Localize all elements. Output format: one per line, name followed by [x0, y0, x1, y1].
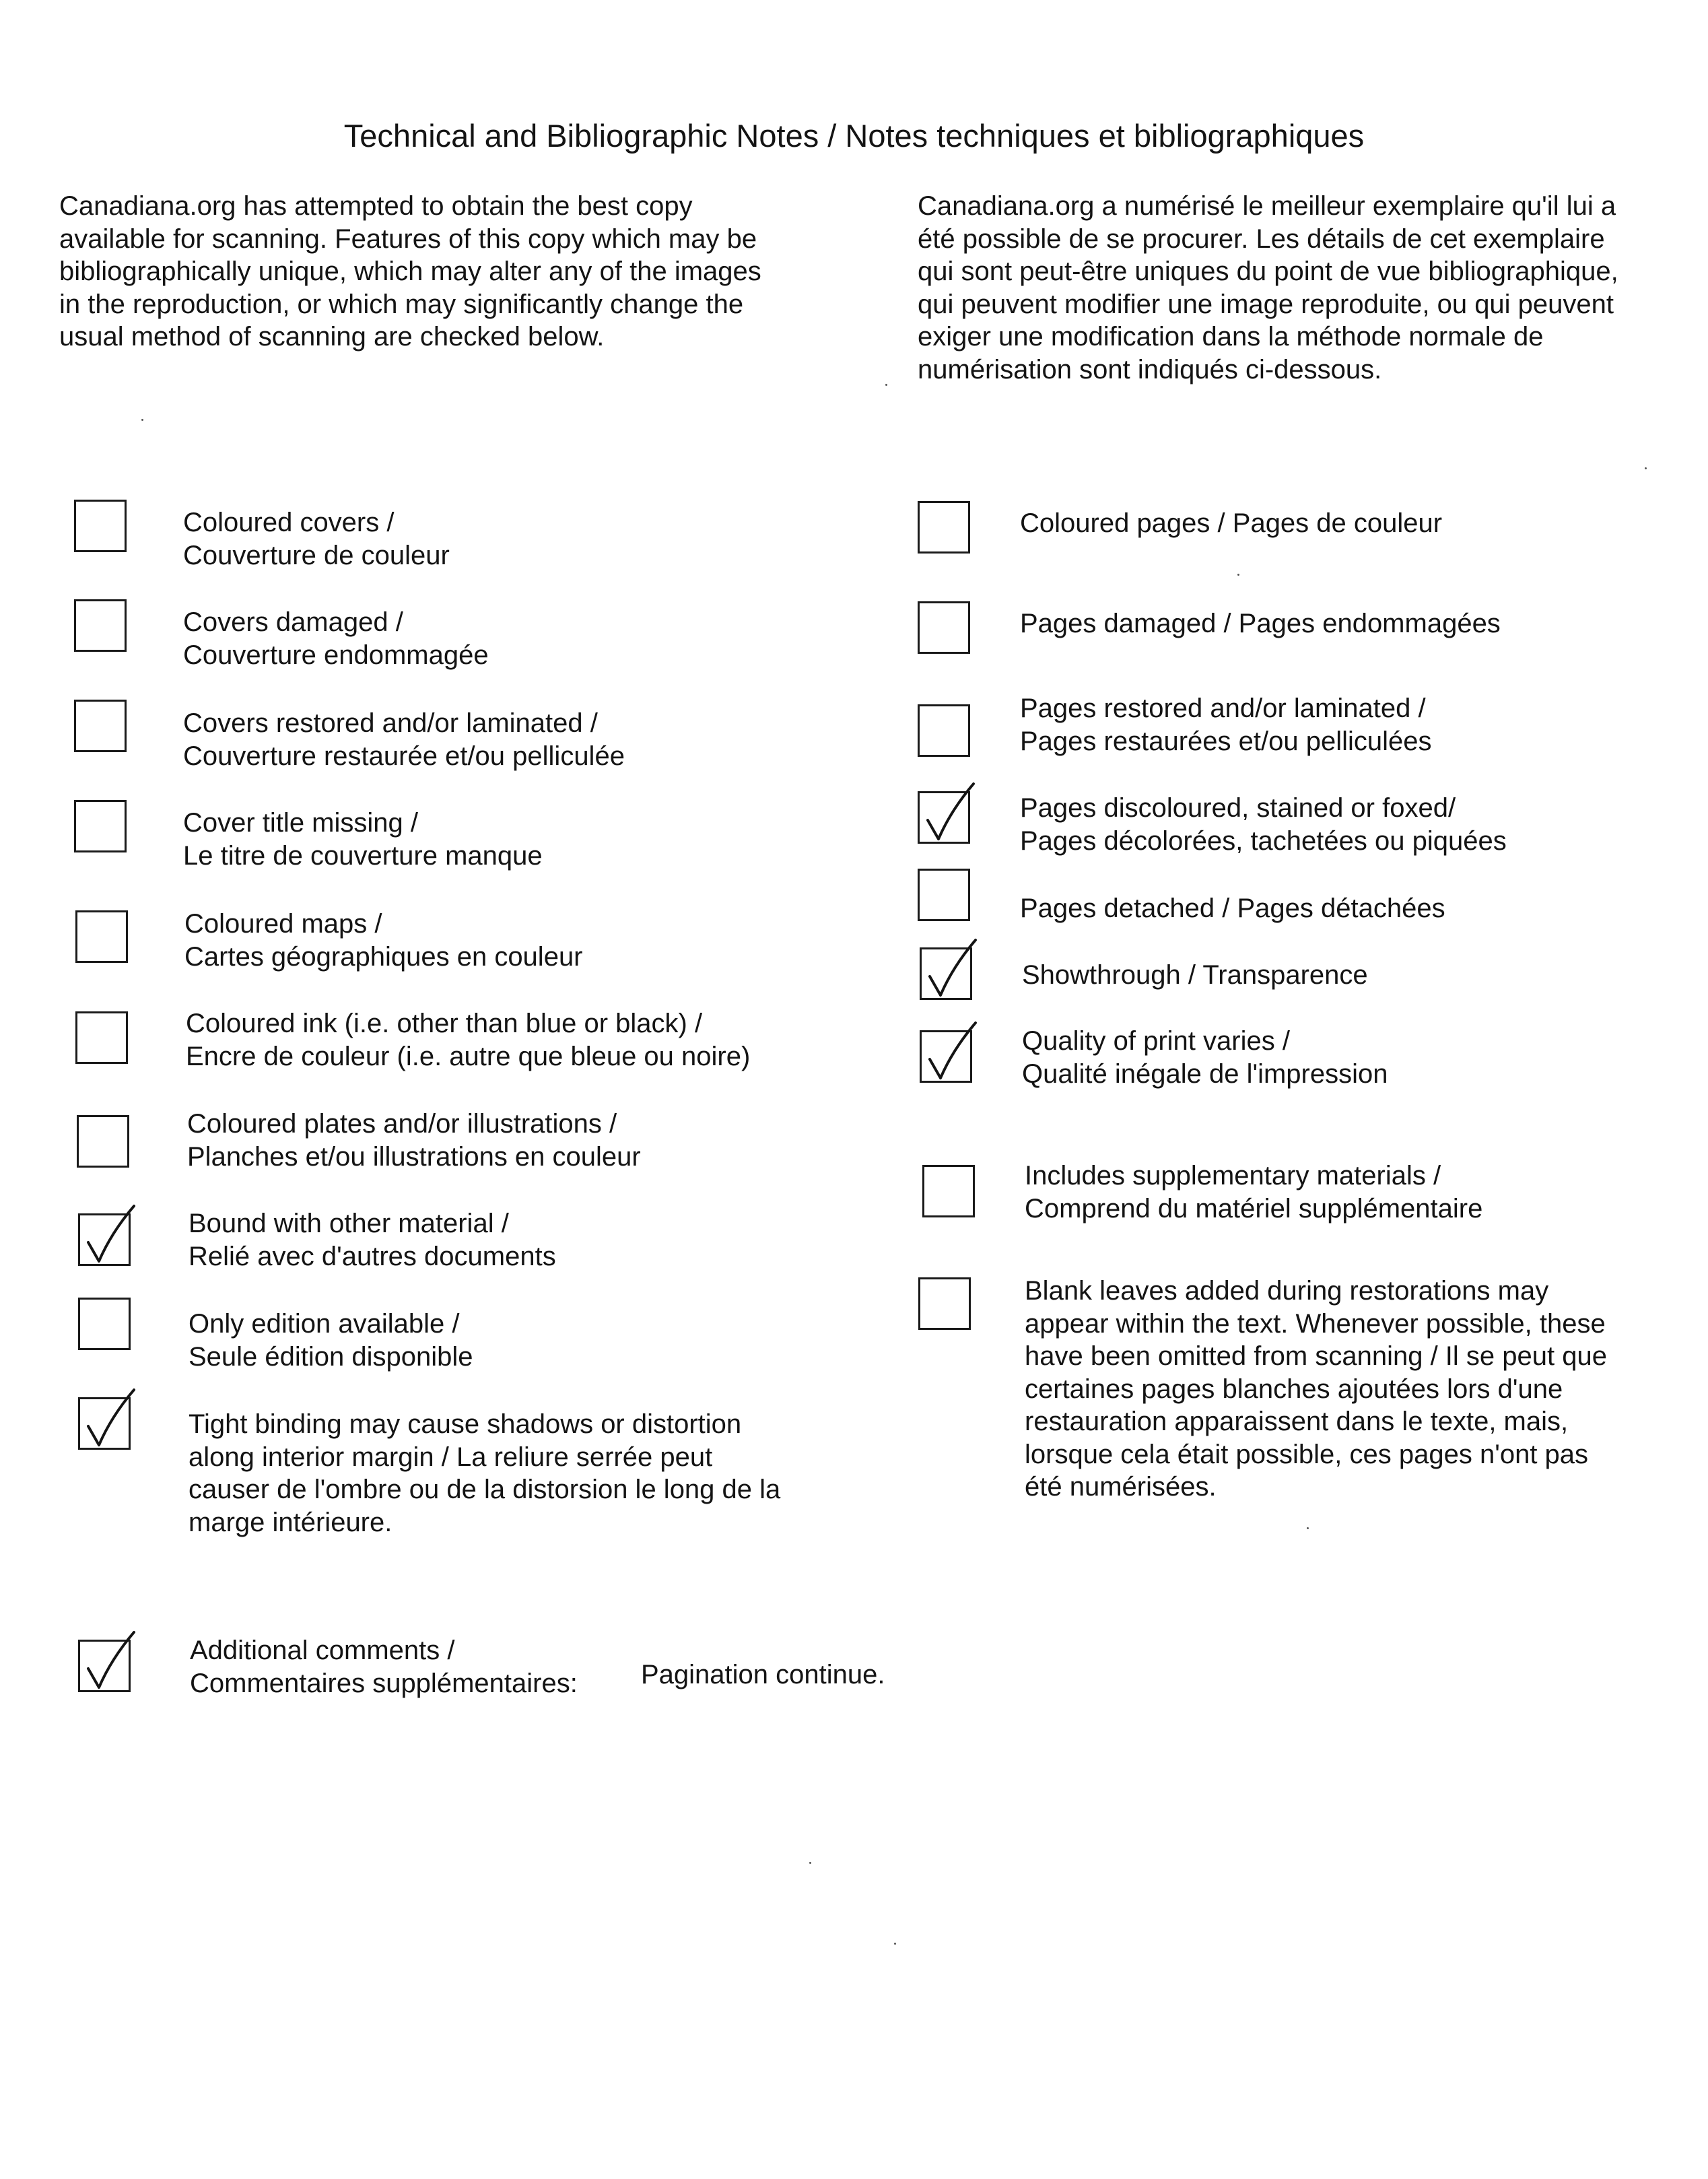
- scan-speck: [809, 1862, 811, 1864]
- checklist-item-line: causer de l'ombre ou de la distorsion le long de la: [189, 1475, 781, 1504]
- checklist-item-label: [1025, 1160, 1482, 1225]
- checkbox[interactable]: [918, 1277, 971, 1330]
- checklist-item-line: Pages damaged / Pages endommagées: [1020, 609, 1501, 638]
- intro-fr-line: qui sont peut-être uniques du point de vue bibliographique,: [918, 257, 1618, 286]
- checklist-item-line: Coloured ink (i.e. other than blue or black) /: [186, 1009, 703, 1038]
- checkbox[interactable]: [918, 869, 970, 921]
- checklist-item-line: Tight binding may cause shadows or distortion: [189, 1409, 742, 1439]
- intro-fr-line: exiger une modification dans la méthode normale de: [918, 322, 1544, 351]
- checkbox[interactable]: [78, 1298, 131, 1350]
- intro-en-line: bibliographically unique, which may alter any of the images: [59, 257, 761, 286]
- checkbox[interactable]: [918, 601, 970, 654]
- checkmark-icon: [76, 1201, 138, 1271]
- checklist-item-line: Pages detached / Pages détachées: [1020, 894, 1445, 923]
- checklist-item-line: Coloured maps /: [184, 909, 382, 939]
- checklist-item-line: Pages restaurées et/ou pelliculées: [1020, 726, 1432, 756]
- checklist-item-label: [187, 1108, 641, 1173]
- checklist-item-line: Only edition available /: [189, 1309, 460, 1339]
- checkmark-icon: [918, 1017, 980, 1087]
- checklist-item-line: Pages restored and/or laminated /: [1020, 694, 1426, 723]
- intro-en-line: usual method of scanning are checked below.: [59, 322, 605, 351]
- scan-speck: [894, 1943, 896, 1945]
- comments-label-line: Commentaires supplémentaires:: [190, 1668, 578, 1698]
- checklist-item-label: [183, 707, 625, 772]
- checklist-item-line: Coloured plates and/or illustrations /: [187, 1109, 617, 1139]
- checklist-item-line: Couverture de couleur: [183, 540, 450, 570]
- checklist-item-line: Planches et/ou illustrations en couleur: [187, 1141, 641, 1172]
- checklist-item-line: Cartes géographiques en couleur: [184, 941, 583, 972]
- checkbox[interactable]: [918, 501, 970, 554]
- scan-speck: [1645, 467, 1647, 469]
- checklist-item-label: [1025, 1275, 1607, 1504]
- checkbox-checked[interactable]: [78, 1640, 131, 1692]
- checkmark-icon: [76, 1384, 138, 1454]
- checklist-item-line: Cover title missing /: [183, 808, 418, 838]
- comments-label-line: Additional comments /: [190, 1636, 455, 1665]
- scan-speck: [1237, 574, 1239, 576]
- checklist-item-line: marge intérieure.: [189, 1507, 392, 1537]
- checklist-item-label: [1020, 607, 1501, 640]
- checklist-item-label: [189, 1207, 556, 1273]
- checklist-item-label: [1020, 792, 1507, 857]
- checklist-item-line: Pages discoloured, stained or foxed/: [1020, 793, 1456, 823]
- intro-en-line: available for scanning. Features of this copy which may be: [59, 224, 757, 254]
- intro-english: [59, 190, 761, 354]
- checklist-item-line: Coloured pages / Pages de couleur: [1020, 508, 1443, 538]
- checklist-item-line: été numérisées.: [1025, 1472, 1217, 1502]
- checkbox-checked[interactable]: [920, 1030, 972, 1083]
- checkbox[interactable]: [74, 700, 127, 752]
- checkmark-icon: [916, 778, 978, 848]
- checklist-item-line: Comprend du matériel supplémentaire: [1025, 1193, 1483, 1223]
- checklist-item-line: Showthrough / Transparence: [1022, 960, 1368, 990]
- checkbox[interactable]: [922, 1165, 975, 1217]
- checkbox[interactable]: [74, 599, 127, 652]
- scan-speck: [141, 419, 143, 421]
- checklist-item-line: lorsque cela était possible, ces pages n'ont pas: [1025, 1439, 1589, 1469]
- intro-fr-line: qui peuvent modifier une image reproduite, ou qui peuvent: [918, 289, 1614, 319]
- checklist-item-label: [183, 506, 450, 572]
- checkbox-checked[interactable]: [920, 947, 972, 1000]
- checklist-item-label: [1020, 892, 1445, 925]
- checklist-item-line: Covers restored and/or laminated /: [183, 708, 598, 738]
- intro-french: [918, 190, 1618, 386]
- checklist-item-line: Coloured covers /: [183, 508, 395, 537]
- checklist-item-line: Seule édition disponible: [189, 1341, 473, 1372]
- checklist-item-label: [189, 1308, 473, 1373]
- checkbox[interactable]: [75, 910, 128, 963]
- intro-fr-line: été possible de se procurer. Les détails de cet exemplaire: [918, 224, 1605, 254]
- checklist-item-line: Couverture endommagée: [183, 640, 489, 670]
- intro-en-line: in the reproduction, or which may significantly change the: [59, 289, 744, 319]
- checkbox[interactable]: [74, 800, 127, 852]
- checklist-item-label: [1020, 507, 1442, 540]
- checklist-item-line: certaines pages blanches ajoutées lors d'une: [1025, 1374, 1563, 1404]
- checklist-item-line: Qualité inégale de l'impression: [1022, 1059, 1388, 1089]
- checklist-item-line: have been omitted from scanning / Il se peut que: [1025, 1341, 1607, 1371]
- checkmark-icon: [918, 935, 980, 1005]
- checklist-item-label: [1020, 692, 1431, 758]
- checklist-item-line: Pages décolorées, tachetées ou piquées: [1020, 826, 1507, 856]
- intro-fr-line: Canadiana.org a numérisé le meilleur exemplaire qu'il lui a: [918, 191, 1616, 221]
- comments-label: [190, 1634, 578, 1700]
- scan-speck: [1307, 1527, 1309, 1529]
- checklist-item-label: [184, 908, 583, 973]
- checklist-item-label: [183, 807, 543, 872]
- checkmark-icon: [76, 1627, 138, 1697]
- checklist-item-line: Includes supplementary materials /: [1025, 1161, 1441, 1191]
- intro-en-line: Canadiana.org has attempted to obtain the best copy: [59, 191, 693, 221]
- checkbox[interactable]: [75, 1011, 128, 1064]
- checklist-item-line: Relié avec d'autres documents: [189, 1241, 556, 1271]
- checklist-item-label: [183, 606, 489, 671]
- checklist-item-line: restauration apparaissent dans le texte, mais,: [1025, 1407, 1569, 1436]
- checklist-item-line: Blank leaves added during restorations may: [1025, 1276, 1549, 1306]
- checkbox[interactable]: [918, 704, 970, 757]
- checkbox-checked[interactable]: [78, 1213, 131, 1266]
- checklist-item-label: [1022, 959, 1368, 992]
- scan-speck: [885, 384, 887, 386]
- intro-fr-line: numérisation sont indiqués ci-dessous.: [918, 354, 1382, 384]
- checkbox[interactable]: [74, 500, 127, 552]
- checklist-item-line: Couverture restaurée et/ou pelliculée: [183, 741, 625, 771]
- checklist-item-line: Le titre de couverture manque: [183, 840, 543, 871]
- checklist-item-line: Quality of print varies /: [1022, 1026, 1290, 1056]
- checklist-item-line: along interior margin / La reliure serrée peut: [189, 1442, 713, 1472]
- page-title: Technical and Bibliographic Notes / Notes techniques et bibliographiques: [343, 118, 1365, 154]
- checklist-item-label: [186, 1007, 750, 1073]
- checkbox-checked[interactable]: [918, 791, 970, 844]
- checklist-item-label: [1022, 1025, 1388, 1090]
- checklist-item-line: Bound with other material /: [189, 1209, 509, 1238]
- checklist-item-line: appear within the text. Whenever possible, these: [1025, 1308, 1606, 1339]
- comments-value: Pagination continue.: [641, 1660, 885, 1689]
- checklist-item-line: Encre de couleur (i.e. autre que bleue ou noire): [186, 1041, 751, 1071]
- checklist-item-line: Covers damaged /: [183, 607, 403, 637]
- checkbox-checked[interactable]: [78, 1397, 131, 1450]
- checklist-item-label: [189, 1408, 780, 1539]
- checkbox[interactable]: [77, 1115, 129, 1168]
